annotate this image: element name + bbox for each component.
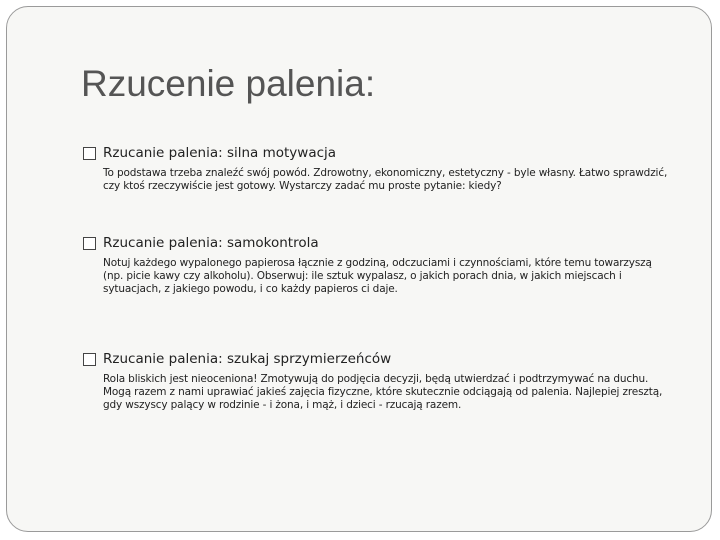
bullet-body: To podstawa trzeba znaleźć swój powód. Zdrowotny, ekonomiczny, estetyczny - byle własny. Łatwo sprawdzić, czy ktoś rzeczywiście jest gotowy. Wystarczy zadać mu proste pytanie: kiedy?	[103, 167, 668, 192]
slide	[6, 6, 712, 532]
bullet-head	[83, 350, 673, 368]
bullet-allies	[83, 350, 673, 412]
bullet-head	[83, 234, 673, 252]
bullet-self-control	[83, 234, 673, 296]
bullet-heading: Rzucanie palenia: szukaj sprzymierzeńców	[103, 351, 392, 367]
slide-title: Rzucenie palenia:	[81, 63, 376, 104]
bullet-heading: Rzucanie palenia: silna motywacja	[103, 145, 337, 161]
bullet-heading: Rzucanie palenia: samokontrola	[103, 235, 319, 251]
checkbox-bullet-icon	[83, 237, 96, 250]
bullet-head	[83, 144, 673, 162]
bullet-motivation	[83, 144, 673, 193]
bullet-body: Notuj każdego wypalonego papierosa łącznie z godziną, odczuciami i czynnościami, które temu towarzyszą (np. picie kawy czy alkoholu). Obserwuj: ile sztuk wypalasz, o jakich porach dnia, w jakich miejscach i sytuacjach, z jakiego powodu, i co każdy papieros ci daje.	[103, 257, 652, 295]
checkbox-bullet-icon	[83, 147, 96, 160]
checkbox-bullet-icon	[83, 353, 96, 366]
bullet-body: Rola bliskich jest nieoceniona! Zmotywują do podjęcia decyzji, będą utwierdzać i podtrzymywać na duchu. Mogą razem z nami uprawiać jakieś zajęcia fizyczne, które skutecznie odciągają od palenia. Najlepiej zresztą, gdy wszyscy palący w rodzinie - i żona, i mąż, i dzieci - rzucają razem.	[103, 373, 663, 411]
